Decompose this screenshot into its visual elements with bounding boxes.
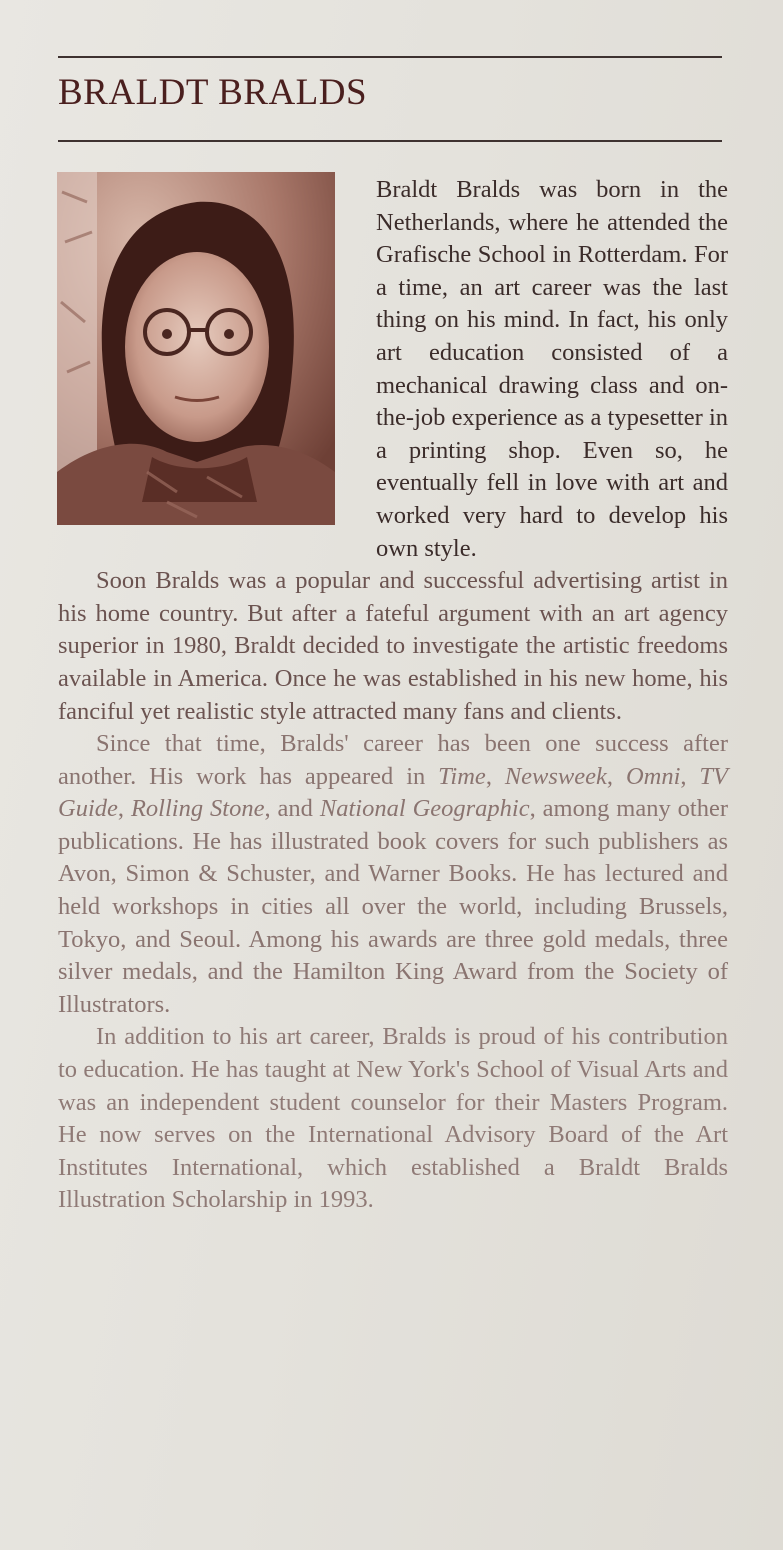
publication-national-geographic: National Geographic bbox=[319, 795, 530, 823]
portrait-spacer bbox=[58, 174, 376, 564]
paragraph-1: Braldt Bralds was born in the Netherlands, where he attended the Grafische School in Rotterdam. For a time, an art career was the last thing on his mind. In fact, his only art education consisted of a mechanical drawing class and on-the-job experience as a typesetter in a printing shop. Even so, he eventually fell in love with art and worked very hard to develop his own style. bbox=[376, 176, 728, 562]
separator: , bbox=[606, 762, 626, 790]
paragraph-2: Soon Bralds was a popular and successful advertising artist in his home country. But after a fateful argument with an art agency superior in 1980, Braldt decided to investigate the artistic freedoms available in America. Once he was established in his new home, his fanciful yet realistic style attracted many fans and clients. bbox=[58, 567, 728, 725]
paragraph-4: In addition to his art career, Bralds is proud of his contribution to education. He has taught at New York's School of Visual Arts and was an independent student counselor for their Masters Program. He now serves on the International Advisory Board of the Art Institutes International, which established a Braldt Bralds Illustration Scholarship in 1993. bbox=[58, 1023, 728, 1214]
separator: , bbox=[117, 795, 131, 823]
publication-tv-guide: TV Guide bbox=[58, 762, 729, 823]
biography-text bbox=[58, 174, 728, 1217]
paragraph-3-rest: , among many other publications. He has illustrated book covers for such publishers as Avon, Simon & Schuster, and Warner Books. He has lectured and held workshops in cities all over the world, including Brussels, Tokyo, and Seoul. Among his awards are three gold medals, three silver medals, and the Hamilton King Award from the Society of Illustrators. bbox=[58, 795, 729, 1018]
publication-time: Time bbox=[438, 762, 486, 790]
separator: , bbox=[680, 762, 700, 790]
publication-newsweek: Newsweek bbox=[504, 762, 607, 790]
page-title: BRALDT BRALDS bbox=[58, 72, 368, 113]
separator: , bbox=[485, 762, 505, 790]
paragraph-3 bbox=[58, 728, 728, 1021]
title-underline-rule bbox=[58, 140, 722, 142]
publication-rolling-stone: Rolling Stone bbox=[130, 795, 265, 823]
separator: , and bbox=[264, 795, 320, 823]
top-rule bbox=[58, 56, 722, 58]
publication-omni: Omni bbox=[625, 762, 681, 790]
paragraph-3-intro: Since that time, Bralds' career has been one success after another. His work has appeared in bbox=[58, 730, 728, 790]
